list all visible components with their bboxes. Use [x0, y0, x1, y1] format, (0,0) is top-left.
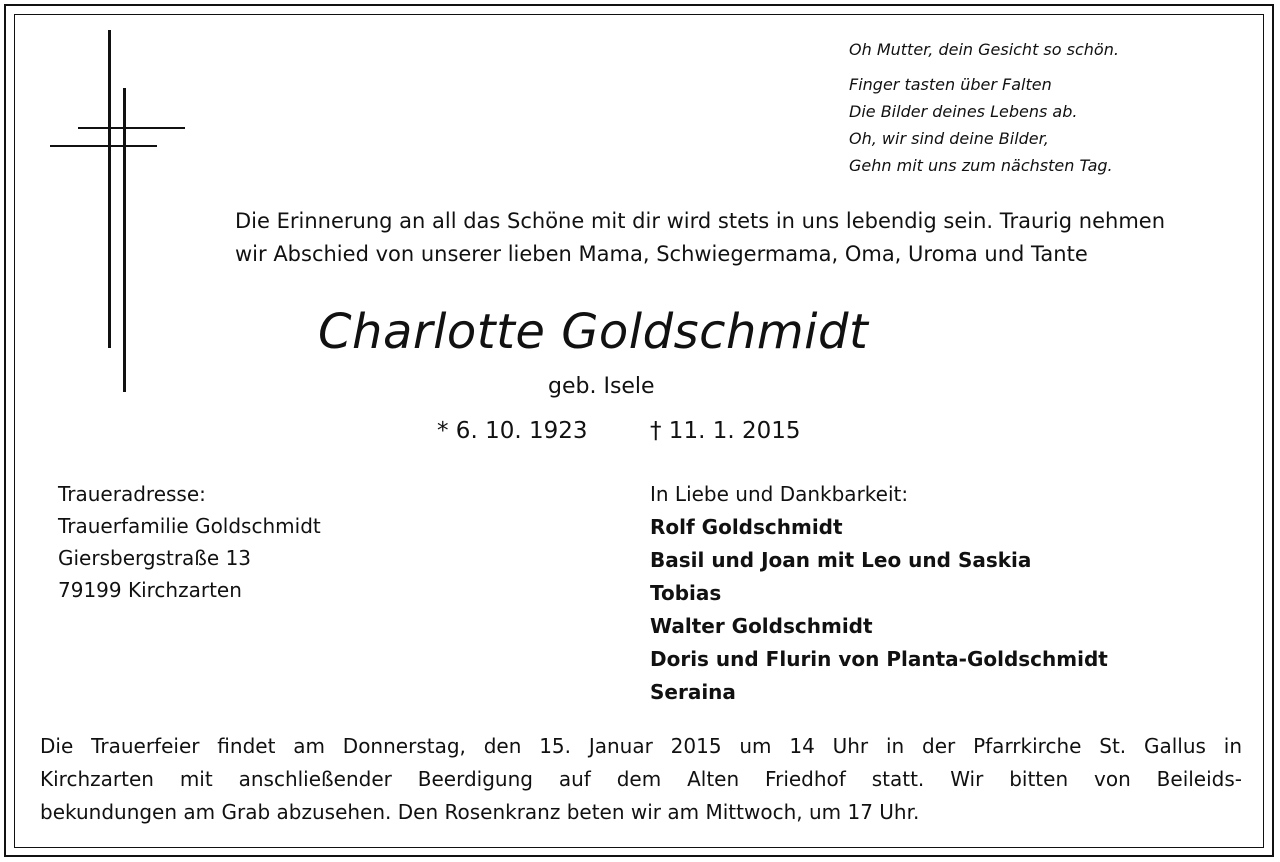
address-line: Giersbergstraße 13: [58, 546, 252, 570]
poem-gap: [849, 63, 1119, 71]
family-member: Walter Goldschmidt: [650, 614, 873, 638]
ceremony-info: [40, 730, 1242, 829]
address-heading: Traueradresse:: [58, 482, 206, 506]
mourning-address: [58, 478, 321, 606]
address-line: 79199 Kirchzarten: [58, 578, 242, 602]
poem-line: Oh, wir sind deine Bilder,: [849, 129, 1049, 148]
intro-line-2: wir Abschied von unserer lieben Mama, Schwiegermama, Oma, Uroma und Tante: [235, 242, 1088, 266]
ceremony-line-1: Die Trauerfeier findet am Donnerstag, den 15. Januar 2015 um 14 Uhr in der Pfarrkirche St. Gallus in: [40, 734, 1242, 758]
poem-line: Finger tasten über Falten: [849, 75, 1052, 94]
death-date: † 11. 1. 2015: [650, 418, 801, 444]
family-member: Basil und Joan mit Leo und Saskia: [650, 548, 1032, 572]
ceremony-line-2: Kirchzarten mit anschließender Beerdigung auf dem Alten Friedhof statt. Wir bitten von Beileids-: [40, 767, 1242, 791]
poem: [849, 36, 1119, 179]
ceremony-line-3: bekundungen am Grab abzusehen. Den Rosenkranz beten wir am Mittwoch, um 17 Uhr.: [40, 800, 920, 824]
intro-line-1: Die Erinnerung an all das Schöne mit dir wird stets in uns lebendig sein. Traurig nehmen: [235, 209, 1165, 233]
family-member: Tobias: [650, 581, 722, 605]
cross-back-horizontal: [50, 145, 157, 147]
deceased-name: Charlotte Goldschmidt: [318, 304, 869, 360]
intro-text: [235, 205, 1255, 271]
family-member: Doris und Flurin von Planta-Goldschmidt: [650, 647, 1108, 671]
family-member: Seraina: [650, 680, 736, 704]
poem-line: Die Bilder deines Lebens ab.: [849, 102, 1078, 121]
family-heading: In Liebe und Dankbarkeit:: [650, 482, 909, 506]
cross-front-vertical: [123, 88, 126, 392]
poem-line: Gehn mit uns zum nächsten Tag.: [849, 156, 1113, 175]
family-member: Rolf Goldschmidt: [650, 515, 843, 539]
address-line: Trauerfamilie Goldschmidt: [58, 514, 321, 538]
family-list: [650, 478, 1108, 709]
birth-date: * 6. 10. 1923: [437, 418, 588, 444]
cross-front-horizontal: [78, 127, 185, 129]
poem-line: Oh Mutter, dein Gesicht so schön.: [849, 40, 1119, 59]
born-name: geb. Isele: [548, 374, 655, 399]
cross-back-vertical: [108, 30, 111, 348]
